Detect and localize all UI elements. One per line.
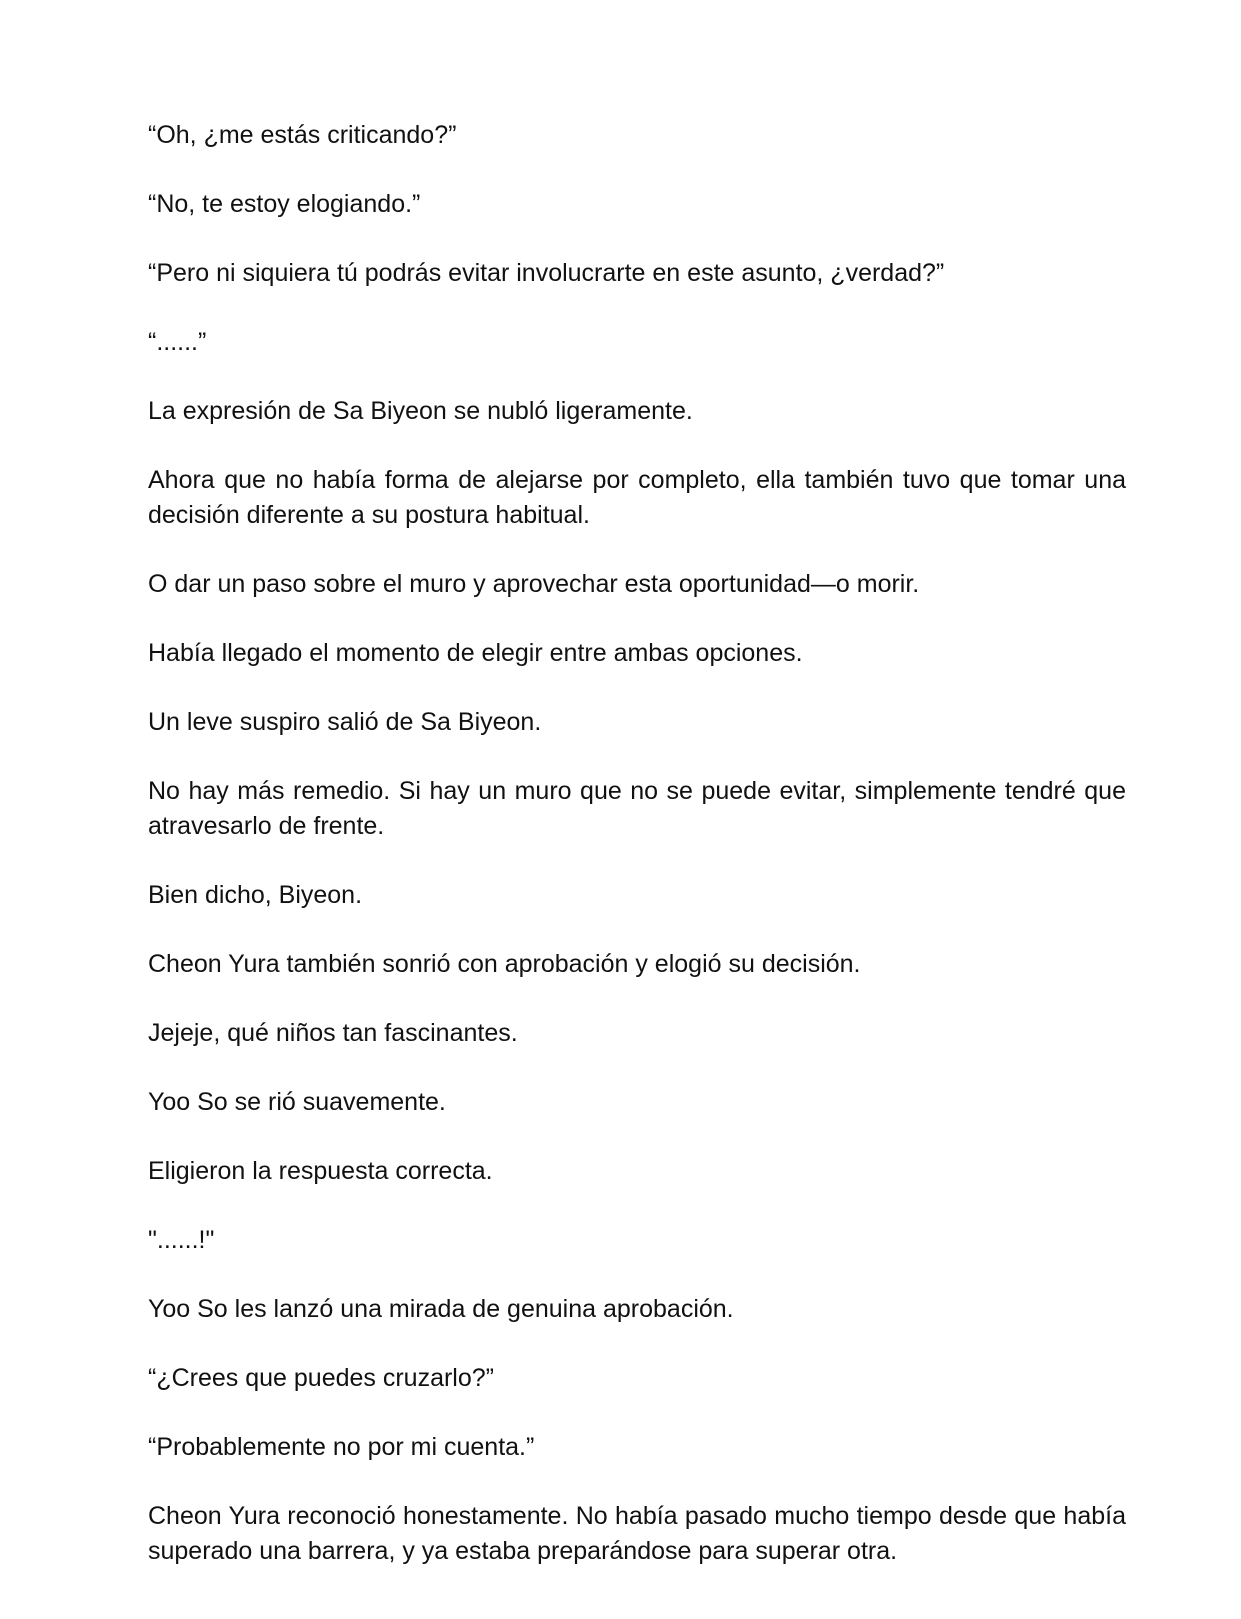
paragraph: Ahora que no había forma de alejarse por completo, ella también tuvo que tomar una decisión diferente a su postura habitual. [148, 466, 1126, 529]
paragraph: No hay más remedio. Si hay un muro que no se puede evitar, simplemente tendré que atravesarlo de frente. [148, 777, 1126, 840]
document-body [148, 118, 1126, 1569]
paragraph: Cheon Yura también sonrió con aprobación y elogió su decisión. [148, 950, 861, 978]
paragraph: “Pero ni siquiera tú podrás evitar involucrarte en este asunto, ¿verdad?” [148, 259, 945, 287]
paragraph: Había llegado el momento de elegir entre ambas opciones. [148, 639, 803, 667]
paragraph: “¿Crees que puedes cruzarlo?” [148, 1364, 494, 1392]
paragraph: Jejeje, qué niños tan fascinantes. [148, 1019, 518, 1047]
paragraph: Yoo So les lanzó una mirada de genuina aprobación. [148, 1295, 734, 1323]
paragraph: Yoo So se rió suavemente. [148, 1088, 446, 1116]
paragraph: Cheon Yura reconoció honestamente. No había pasado mucho tiempo desde que había superado una barrera, y ya estaba preparándose para superar otra. [148, 1502, 1126, 1565]
paragraph: “Probablemente no por mi cuenta.” [148, 1433, 535, 1461]
paragraph: “Oh, ¿me estás criticando?” [148, 121, 457, 149]
paragraph: O dar un paso sobre el muro y aprovechar esta oportunidad—o morir. [148, 570, 920, 598]
paragraph: Eligieron la respuesta correcta. [148, 1157, 493, 1185]
paragraph: “No, te estoy elogiando.” [148, 190, 421, 218]
paragraph: Bien dicho, Biyeon. [148, 881, 363, 909]
paragraph: "......!" [148, 1226, 215, 1254]
paragraph: La expresión de Sa Biyeon se nubló ligeramente. [148, 397, 693, 425]
paragraph: Un leve suspiro salió de Sa Biyeon. [148, 708, 542, 736]
paragraph: “......” [148, 328, 207, 356]
